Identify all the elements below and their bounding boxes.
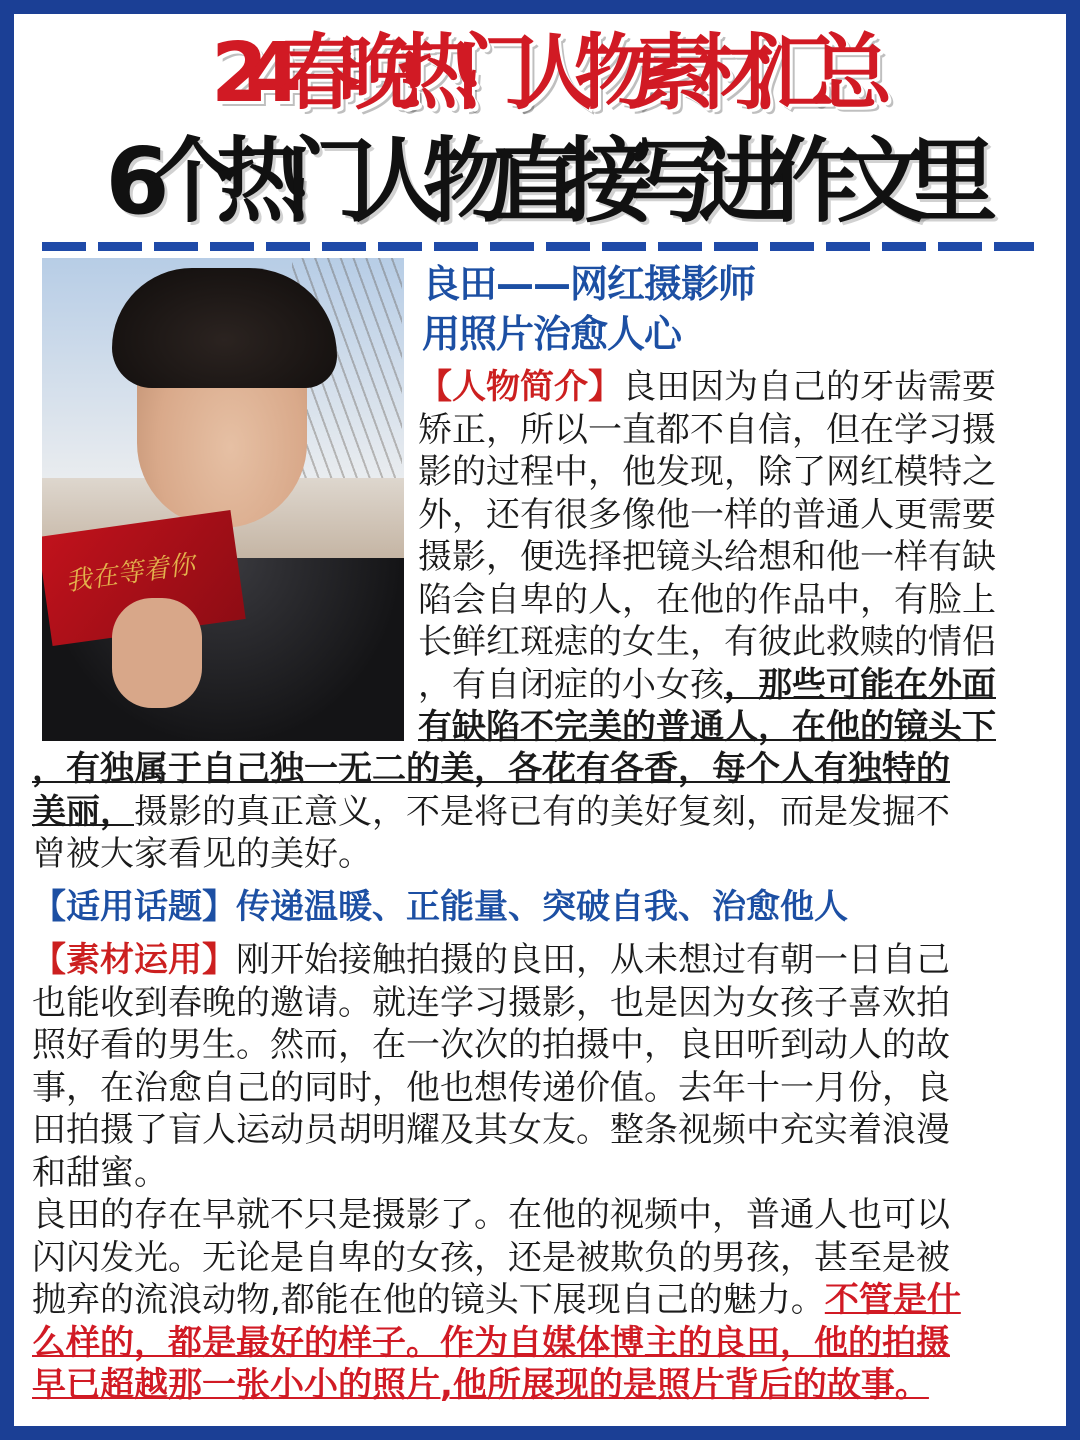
intro-line-1 bbox=[418, 366, 1048, 409]
usage-line bbox=[32, 1364, 1048, 1407]
photo-hair bbox=[112, 268, 337, 388]
intro-line bbox=[418, 664, 1048, 707]
intro-line: 陷会自卑的人，在他的作品中，有脸上 bbox=[418, 579, 996, 620]
usage-line: 闪闪发光。无论是自卑的女孩，还是被欺负的男孩，甚至是被 bbox=[32, 1237, 950, 1278]
usage-line: 事，在治愈自己的同时，他也想传递价值。去年十一月份，良 bbox=[32, 1067, 950, 1108]
content-card bbox=[14, 14, 1066, 1426]
sub-title: 6个热门人物直接写进作文里 bbox=[105, 128, 975, 235]
usage-line: 和甜蜜。 bbox=[32, 1152, 168, 1193]
usage-paragraph bbox=[32, 939, 1048, 1407]
portrait-photo bbox=[42, 258, 404, 741]
envelope-text: 我在等着你 bbox=[63, 549, 197, 598]
highlight-text: 有缺陷不完美的普通人，在他的镜头下 bbox=[418, 707, 996, 747]
applicable-topics: 【适用话题】传递温暖、正能量、突破自我、治愈他人 bbox=[32, 887, 848, 927]
usage-line: 田拍摄了盲人运动员胡明耀及其女友。整条视频中充实着浪漫 bbox=[32, 1110, 950, 1150]
intro-line: 曾被大家看见的美好。 bbox=[32, 834, 372, 874]
intro-text: 良田因为自己的牙齿需要 bbox=[622, 367, 996, 407]
intro-line: 摄影，便选择把镜头给想和他一样有缺 bbox=[418, 537, 996, 577]
photo-hand bbox=[112, 598, 202, 708]
usage-line bbox=[32, 1322, 1048, 1365]
usage-line-1 bbox=[32, 939, 1048, 982]
intro-continuation bbox=[32, 748, 1048, 876]
intro-line bbox=[418, 706, 1048, 749]
intro-line: 矫正，所以一直都不自信，但在学习摄 bbox=[418, 409, 996, 450]
red-highlight-text: 么样的，都是最好的样子。作为自媒体博主的良田，他的拍摄 bbox=[32, 1322, 950, 1363]
usage-text: 抛弃的流浪动物,都能在他的镜头下展现自己的魅力。 bbox=[32, 1280, 825, 1320]
intro-line bbox=[32, 791, 1048, 834]
usage-tag: 【素材运用】 bbox=[32, 940, 236, 980]
red-highlight-text: 不管是什 bbox=[824, 1280, 961, 1320]
usage-text: 刚开始接触拍摄的良田，从未想过有朝一日自己 bbox=[236, 940, 950, 980]
usage-line bbox=[32, 1279, 1048, 1322]
intro-line: 影的过程中，他发现，除了网红模特之 bbox=[418, 452, 996, 492]
intro-line: 长鲜红斑痣的女生，有彼此救赎的情侣 bbox=[418, 622, 996, 662]
person-name-line: 良田——网红摄影师 bbox=[422, 262, 756, 306]
intro-text: 摄影的真正意义，不是将已有的美好复刻，而是发掘不 bbox=[134, 791, 950, 832]
highlight-text: 美丽， bbox=[32, 791, 134, 832]
intro-line bbox=[32, 748, 1048, 791]
usage-line: 良田的存在早就不只是摄影了。在他的视频中，普通人也可以 bbox=[32, 1195, 950, 1235]
intro-text: ，有自闭症的小女孩 bbox=[418, 664, 724, 705]
person-tagline: 用照片治愈人心 bbox=[422, 312, 682, 356]
usage-line: 也能收到春晚的邀请。就连学习摄影，也是因为女孩子喜欢拍 bbox=[32, 982, 950, 1023]
intro-paragraph bbox=[418, 366, 1048, 749]
usage-line: 照好看的男生。然而，在一次次的拍摄中，良田听到动人的故 bbox=[32, 1025, 950, 1065]
main-title: 24春晚热门人物素材汇总 bbox=[210, 26, 870, 121]
dashed-divider bbox=[42, 242, 1034, 251]
highlight-text: ，那些可能在外面 bbox=[724, 664, 996, 705]
highlight-text: ，有独属于自己独一无二的美，各花有各香，每个人有独特的 bbox=[32, 749, 950, 789]
intro-line: 外，还有很多像他一样的普通人更需要 bbox=[418, 494, 996, 535]
red-highlight-text: 早已超越那一张小小的照片,他所展现的是照片背后的故事。 bbox=[32, 1365, 929, 1405]
intro-tag: 【人物简介】 bbox=[418, 367, 622, 407]
